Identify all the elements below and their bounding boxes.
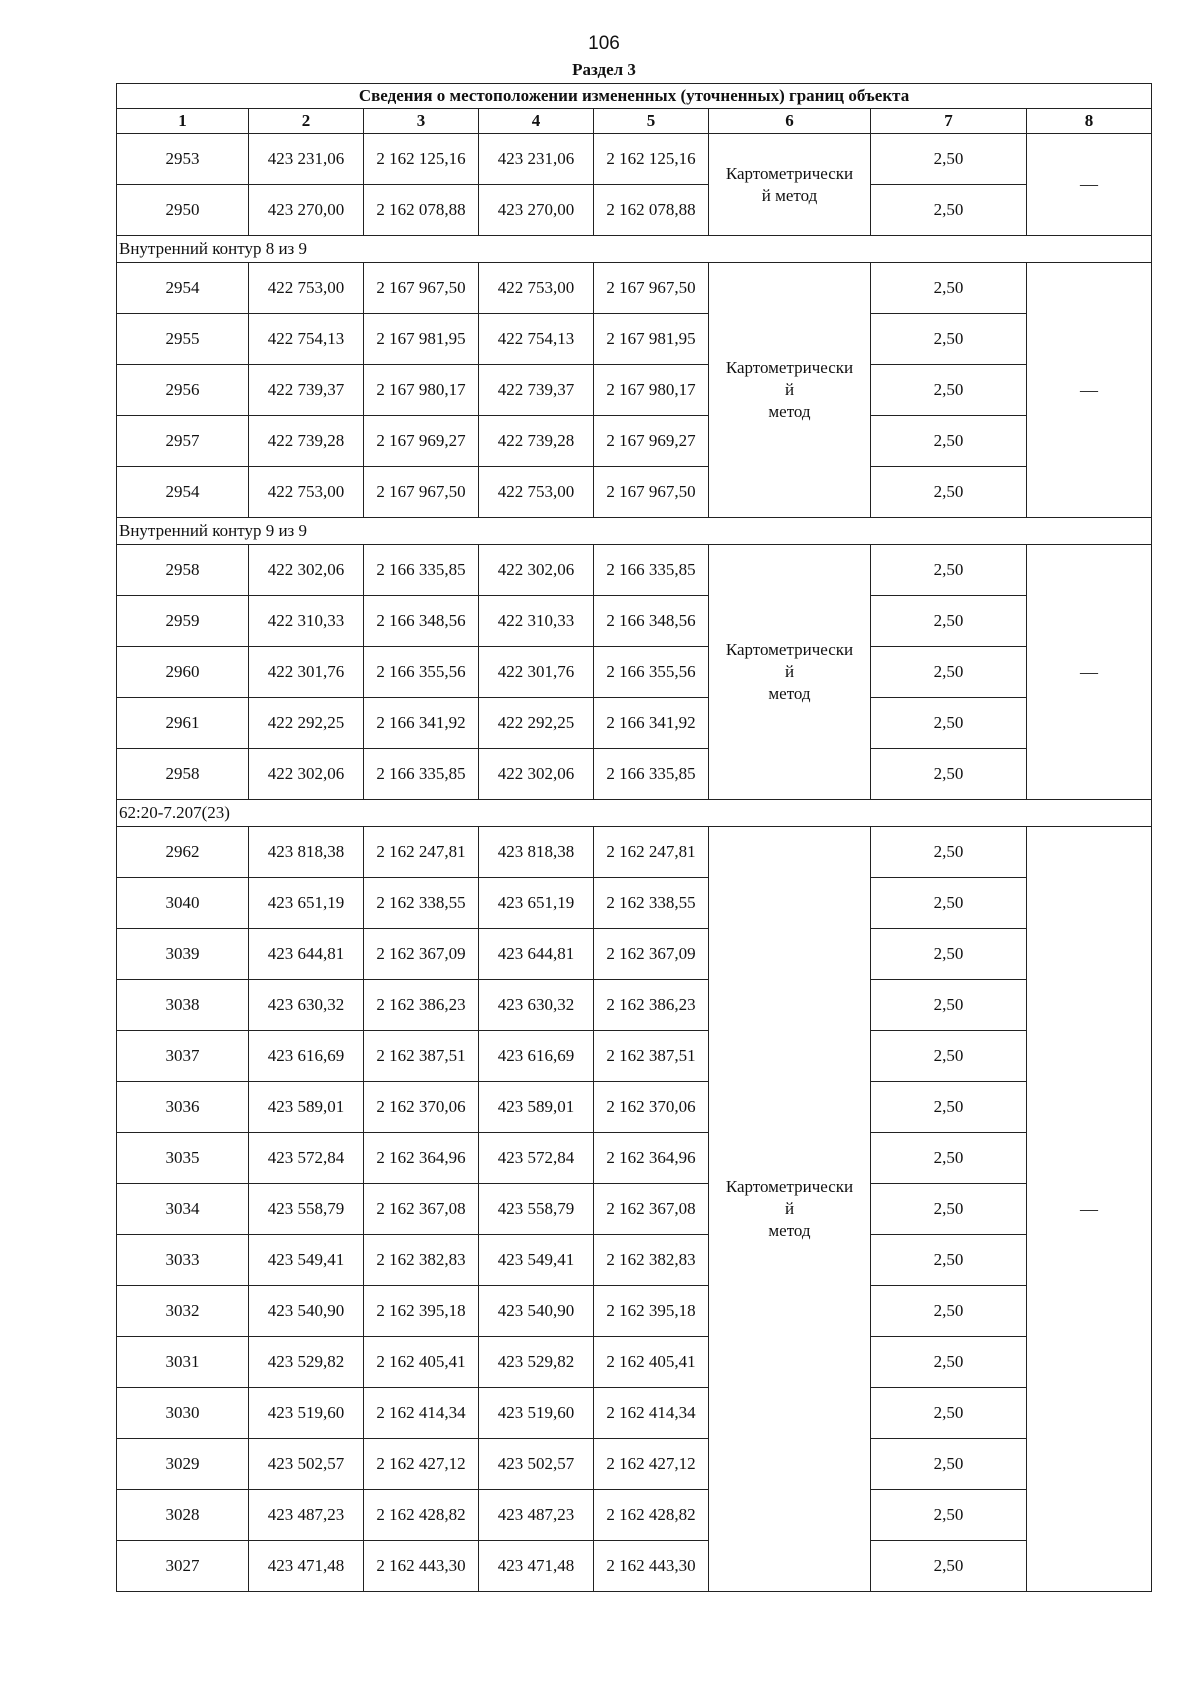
x-existing-cell: 423 502,57: [249, 1439, 364, 1490]
accuracy-cell: 2,50: [871, 134, 1027, 185]
y-existing-cell: 2 162 414,34: [364, 1388, 479, 1439]
x-new-cell: 423 549,41: [479, 1235, 594, 1286]
accuracy-cell: 2,50: [871, 263, 1027, 314]
point-number-cell: 3039: [117, 929, 249, 980]
table-row: [117, 185, 1152, 236]
y-new-cell: 2 162 364,96: [594, 1133, 709, 1184]
x-new-cell: 422 301,76: [479, 647, 594, 698]
y-new-cell: 2 167 969,27: [594, 416, 709, 467]
accuracy-cell: 2,50: [871, 545, 1027, 596]
section-title: Раздел 3: [572, 60, 636, 79]
x-new-cell: 423 589,01: [479, 1082, 594, 1133]
page-number: 106: [588, 33, 620, 54]
y-existing-cell: 2 162 428,82: [364, 1490, 479, 1541]
y-new-cell: 2 162 428,82: [594, 1490, 709, 1541]
method-text-line: й метод: [761, 185, 818, 205]
method-text-line: метод: [768, 402, 811, 421]
contour-label-row: [117, 518, 1152, 545]
x-new-cell: 423 558,79: [479, 1184, 594, 1235]
point-number-cell: 2962: [117, 827, 249, 878]
table-row: [117, 929, 1152, 980]
y-existing-cell: 2 162 247,81: [364, 827, 479, 878]
accuracy-cell: 2,50: [871, 1286, 1027, 1337]
y-existing-cell: 2 162 405,41: [364, 1337, 479, 1388]
table-row: [117, 1031, 1152, 1082]
method-text-line: Картометрически: [725, 1177, 854, 1196]
column-header-7: 7: [871, 109, 1027, 134]
x-new-cell: 423 818,38: [479, 827, 594, 878]
y-existing-cell: 2 162 370,06: [364, 1082, 479, 1133]
x-existing-cell: 423 616,69: [249, 1031, 364, 1082]
table-row: [117, 647, 1152, 698]
y-new-cell: 2 166 335,85: [594, 545, 709, 596]
table-row: [117, 263, 1152, 314]
accuracy-cell: 2,50: [871, 647, 1027, 698]
method-cell: [709, 827, 871, 1592]
y-existing-cell: 2 162 427,12: [364, 1439, 479, 1490]
point-number-cell: 2954: [117, 263, 249, 314]
point-number-cell: 2959: [117, 596, 249, 647]
point-number-cell: 2953: [117, 134, 249, 185]
x-existing-cell: 423 529,82: [249, 1337, 364, 1388]
point-number-cell: 3033: [117, 1235, 249, 1286]
table-row: [117, 1184, 1152, 1235]
point-number-cell: 3040: [117, 878, 249, 929]
contour-label: Внутренний контур 8 из 9: [117, 236, 1152, 263]
y-new-cell: 2 162 367,09: [594, 929, 709, 980]
point-number-cell: 3036: [117, 1082, 249, 1133]
description-cell: —: [1027, 545, 1152, 800]
point-number-cell: 2956: [117, 365, 249, 416]
table-row: [117, 878, 1152, 929]
x-existing-cell: 423 644,81: [249, 929, 364, 980]
accuracy-cell: 2,50: [871, 416, 1027, 467]
table-row: [117, 467, 1152, 518]
description-cell: —: [1027, 134, 1152, 236]
method-text-line: Картометрически: [725, 640, 854, 659]
y-existing-cell: 2 162 364,96: [364, 1133, 479, 1184]
x-new-cell: 423 231,06: [479, 134, 594, 185]
x-new-cell: 423 502,57: [479, 1439, 594, 1490]
y-new-cell: 2 162 386,23: [594, 980, 709, 1031]
point-number-cell: 3037: [117, 1031, 249, 1082]
table-row: [117, 545, 1152, 596]
x-new-cell: 422 310,33: [479, 596, 594, 647]
point-number-cell: 2958: [117, 545, 249, 596]
y-new-cell: 2 167 980,17: [594, 365, 709, 416]
y-new-cell: 2 162 125,16: [594, 134, 709, 185]
y-new-cell: 2 167 967,50: [594, 263, 709, 314]
accuracy-cell: 2,50: [871, 314, 1027, 365]
y-existing-cell: 2 162 125,16: [364, 134, 479, 185]
point-number-cell: 2960: [117, 647, 249, 698]
method-cell: [709, 263, 871, 518]
x-new-cell: 423 630,32: [479, 980, 594, 1031]
y-new-cell: 2 162 247,81: [594, 827, 709, 878]
column-header-1: 1: [117, 109, 249, 134]
x-existing-cell: 423 549,41: [249, 1235, 364, 1286]
table-row: [117, 1337, 1152, 1388]
accuracy-cell: 2,50: [871, 596, 1027, 647]
x-existing-cell: 422 301,76: [249, 647, 364, 698]
table-row: [117, 1439, 1152, 1490]
y-new-cell: 2 162 443,30: [594, 1541, 709, 1592]
x-existing-cell: 422 753,00: [249, 467, 364, 518]
method-text-line: метод: [768, 1221, 811, 1240]
point-number-cell: 2954: [117, 467, 249, 518]
y-existing-cell: 2 162 367,09: [364, 929, 479, 980]
column-header-6: 6: [709, 109, 871, 134]
table-row: [117, 1490, 1152, 1541]
method-text-line: й: [784, 662, 795, 681]
method-cell: [709, 134, 871, 236]
x-existing-cell: 423 519,60: [249, 1388, 364, 1439]
accuracy-cell: 2,50: [871, 1184, 1027, 1235]
contour-label-row: [117, 800, 1152, 827]
table-row: [117, 698, 1152, 749]
point-number-cell: 2957: [117, 416, 249, 467]
accuracy-cell: 2,50: [871, 1337, 1027, 1388]
y-existing-cell: 2 162 443,30: [364, 1541, 479, 1592]
y-new-cell: 2 167 981,95: [594, 314, 709, 365]
boundary-coordinates-table: [116, 83, 1152, 1592]
table-row: [117, 1286, 1152, 1337]
table-row: [117, 314, 1152, 365]
x-existing-cell: 422 739,28: [249, 416, 364, 467]
method-cell: [709, 545, 871, 800]
x-new-cell: 423 471,48: [479, 1541, 594, 1592]
x-existing-cell: 423 270,00: [249, 185, 364, 236]
x-new-cell: 422 754,13: [479, 314, 594, 365]
y-new-cell: 2 162 367,08: [594, 1184, 709, 1235]
y-new-cell: 2 167 967,50: [594, 467, 709, 518]
accuracy-cell: 2,50: [871, 1439, 1027, 1490]
x-new-cell: 422 292,25: [479, 698, 594, 749]
y-existing-cell: 2 162 382,83: [364, 1235, 479, 1286]
point-number-cell: 3029: [117, 1439, 249, 1490]
y-new-cell: 2 166 335,85: [594, 749, 709, 800]
column-header-4: 4: [479, 109, 594, 134]
x-new-cell: 422 302,06: [479, 545, 594, 596]
x-existing-cell: 422 302,06: [249, 749, 364, 800]
x-existing-cell: 423 540,90: [249, 1286, 364, 1337]
y-existing-cell: 2 166 335,85: [364, 749, 479, 800]
x-new-cell: 423 616,69: [479, 1031, 594, 1082]
point-number-cell: 3027: [117, 1541, 249, 1592]
point-number-cell: 3032: [117, 1286, 249, 1337]
x-existing-cell: 423 471,48: [249, 1541, 364, 1592]
y-existing-cell: 2 166 341,92: [364, 698, 479, 749]
accuracy-cell: 2,50: [871, 1388, 1027, 1439]
y-new-cell: 2 162 387,51: [594, 1031, 709, 1082]
column-header-8: 8: [1027, 109, 1152, 134]
y-new-cell: 2 162 405,41: [594, 1337, 709, 1388]
point-number-cell: 2950: [117, 185, 249, 236]
table-row: [117, 1235, 1152, 1286]
y-new-cell: 2 166 348,56: [594, 596, 709, 647]
accuracy-cell: 2,50: [871, 980, 1027, 1031]
x-existing-cell: 423 487,23: [249, 1490, 364, 1541]
table-row: [117, 365, 1152, 416]
y-new-cell: 2 162 078,88: [594, 185, 709, 236]
x-existing-cell: 423 651,19: [249, 878, 364, 929]
point-number-cell: 3034: [117, 1184, 249, 1235]
y-existing-cell: 2 166 348,56: [364, 596, 479, 647]
x-new-cell: 422 302,06: [479, 749, 594, 800]
accuracy-cell: 2,50: [871, 1133, 1027, 1184]
table-row: [117, 416, 1152, 467]
table-row: [117, 596, 1152, 647]
x-new-cell: 423 270,00: [479, 185, 594, 236]
point-number-cell: 2961: [117, 698, 249, 749]
x-new-cell: 422 753,00: [479, 467, 594, 518]
x-new-cell: 422 739,28: [479, 416, 594, 467]
x-new-cell: 423 519,60: [479, 1388, 594, 1439]
table-row: [117, 1133, 1152, 1184]
x-new-cell: 423 572,84: [479, 1133, 594, 1184]
point-number-cell: 2958: [117, 749, 249, 800]
accuracy-cell: 2,50: [871, 878, 1027, 929]
table-row: [117, 134, 1152, 185]
point-number-cell: 2955: [117, 314, 249, 365]
y-new-cell: 2 162 338,55: [594, 878, 709, 929]
contour-label: 62:20-7.207(23): [117, 800, 1152, 827]
y-new-cell: 2 162 370,06: [594, 1082, 709, 1133]
x-existing-cell: 422 310,33: [249, 596, 364, 647]
method-text-line: Картометрически: [725, 358, 854, 377]
accuracy-cell: 2,50: [871, 1541, 1027, 1592]
accuracy-cell: 2,50: [871, 1490, 1027, 1541]
x-existing-cell: 422 753,00: [249, 263, 364, 314]
y-existing-cell: 2 167 967,50: [364, 263, 479, 314]
y-existing-cell: 2 166 355,56: [364, 647, 479, 698]
accuracy-cell: 2,50: [871, 1082, 1027, 1133]
table-row: [117, 980, 1152, 1031]
accuracy-cell: 2,50: [871, 467, 1027, 518]
accuracy-cell: 2,50: [871, 698, 1027, 749]
table-row: [117, 827, 1152, 878]
x-existing-cell: 423 231,06: [249, 134, 364, 185]
y-new-cell: 2 162 414,34: [594, 1388, 709, 1439]
x-existing-cell: 422 739,37: [249, 365, 364, 416]
point-number-cell: 3035: [117, 1133, 249, 1184]
x-existing-cell: 422 754,13: [249, 314, 364, 365]
y-new-cell: 2 162 395,18: [594, 1286, 709, 1337]
x-new-cell: 423 529,82: [479, 1337, 594, 1388]
y-existing-cell: 2 162 386,23: [364, 980, 479, 1031]
description-cell: —: [1027, 263, 1152, 518]
y-new-cell: 2 162 382,83: [594, 1235, 709, 1286]
method-text-line: й: [784, 1199, 795, 1218]
x-existing-cell: 423 630,32: [249, 980, 364, 1031]
table-row: [117, 1082, 1152, 1133]
y-existing-cell: 2 166 335,85: [364, 545, 479, 596]
y-existing-cell: 2 162 367,08: [364, 1184, 479, 1235]
accuracy-cell: 2,50: [871, 1031, 1027, 1082]
y-new-cell: 2 162 427,12: [594, 1439, 709, 1490]
y-existing-cell: 2 167 981,95: [364, 314, 479, 365]
column-header-3: 3: [364, 109, 479, 134]
y-existing-cell: 2 162 395,18: [364, 1286, 479, 1337]
method-text-line: метод: [768, 684, 811, 703]
table-row: [117, 1541, 1152, 1592]
y-existing-cell: 2 167 980,17: [364, 365, 479, 416]
table-title-row: [117, 84, 1152, 109]
column-header-2: 2: [249, 109, 364, 134]
table-title: Сведения о местоположении измененных (уточненных) границ объекта: [117, 84, 1152, 109]
accuracy-cell: 2,50: [871, 749, 1027, 800]
x-new-cell: 422 753,00: [479, 263, 594, 314]
point-number-cell: 3028: [117, 1490, 249, 1541]
contour-label-row: [117, 236, 1152, 263]
y-existing-cell: 2 162 387,51: [364, 1031, 479, 1082]
column-header-5: 5: [594, 109, 709, 134]
column-header-row: [117, 109, 1152, 134]
contour-label: Внутренний контур 9 из 9: [117, 518, 1152, 545]
x-new-cell: 422 739,37: [479, 365, 594, 416]
description-cell: —: [1027, 827, 1152, 1592]
x-existing-cell: 422 292,25: [249, 698, 364, 749]
table-row: [117, 1388, 1152, 1439]
x-existing-cell: 423 572,84: [249, 1133, 364, 1184]
accuracy-cell: 2,50: [871, 365, 1027, 416]
accuracy-cell: 2,50: [871, 929, 1027, 980]
x-existing-cell: 423 589,01: [249, 1082, 364, 1133]
x-new-cell: 423 644,81: [479, 929, 594, 980]
point-number-cell: 3038: [117, 980, 249, 1031]
x-existing-cell: 422 302,06: [249, 545, 364, 596]
x-new-cell: 423 540,90: [479, 1286, 594, 1337]
y-new-cell: 2 166 355,56: [594, 647, 709, 698]
method-text-line: й: [784, 380, 795, 399]
accuracy-cell: 2,50: [871, 1235, 1027, 1286]
y-existing-cell: 2 162 338,55: [364, 878, 479, 929]
y-existing-cell: 2 167 967,50: [364, 467, 479, 518]
y-existing-cell: 2 162 078,88: [364, 185, 479, 236]
x-new-cell: 423 651,19: [479, 878, 594, 929]
y-existing-cell: 2 167 969,27: [364, 416, 479, 467]
accuracy-cell: 2,50: [871, 185, 1027, 236]
point-number-cell: 3031: [117, 1337, 249, 1388]
method-text-line: Картометрически: [725, 163, 854, 183]
x-new-cell: 423 487,23: [479, 1490, 594, 1541]
x-existing-cell: 423 558,79: [249, 1184, 364, 1235]
table-row: [117, 749, 1152, 800]
point-number-cell: 3030: [117, 1388, 249, 1439]
x-existing-cell: 423 818,38: [249, 827, 364, 878]
y-new-cell: 2 166 341,92: [594, 698, 709, 749]
accuracy-cell: 2,50: [871, 827, 1027, 878]
